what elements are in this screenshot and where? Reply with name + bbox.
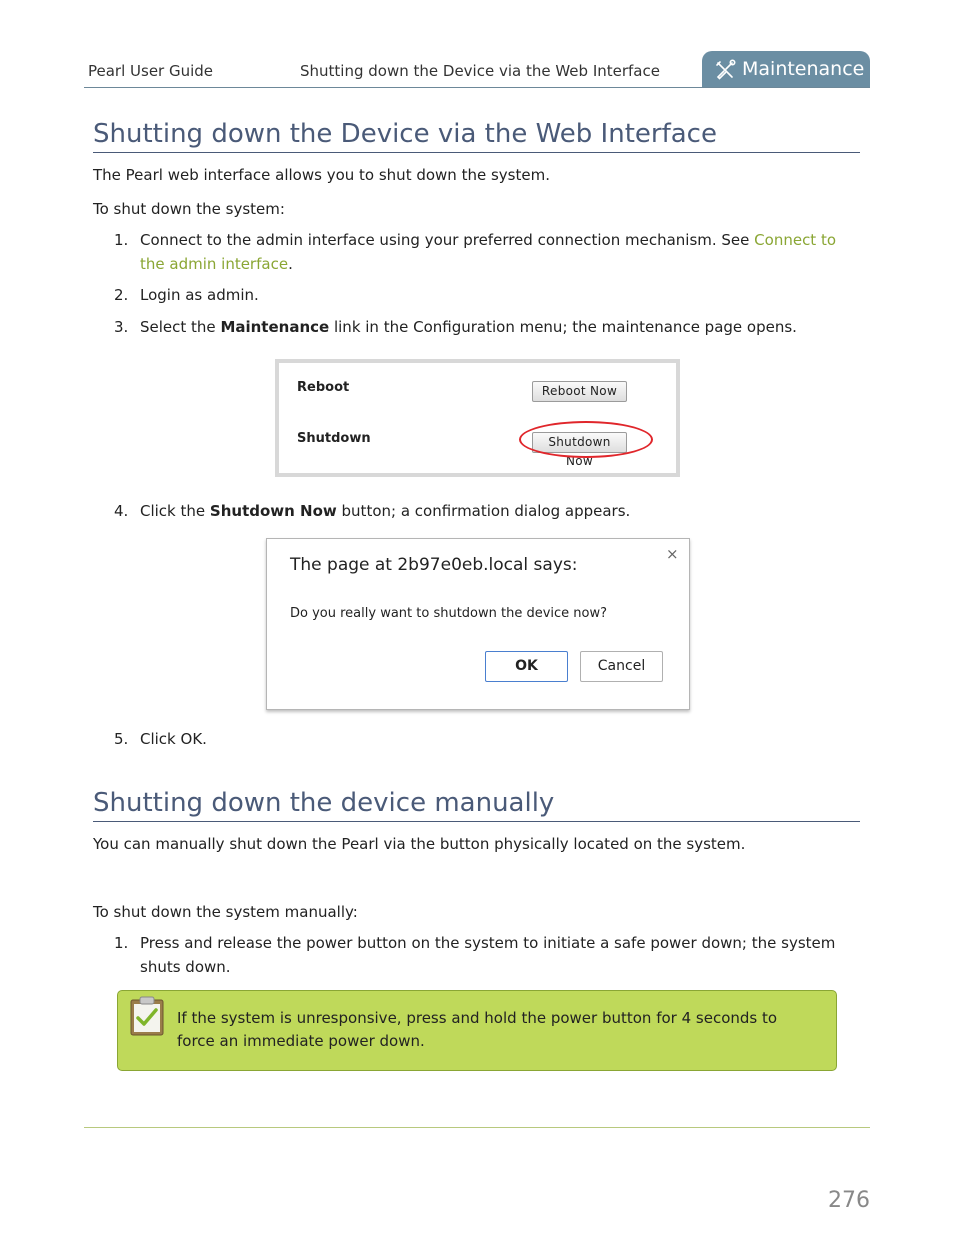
tools-icon xyxy=(714,59,736,81)
connect-admin-link[interactable]: Connect to the admin interface xyxy=(140,231,837,273)
section-heading-manual-shutdown: Shutting down the device manually xyxy=(93,788,555,818)
clipboard-check-icon xyxy=(129,995,165,1037)
maintenance-tab xyxy=(702,51,870,88)
step-4-post: button; a confirmation dialog appears. xyxy=(336,502,631,520)
dialog-title: The page at 2b97e0eb.local says: xyxy=(290,555,578,575)
page-number: 276 xyxy=(828,1188,870,1213)
step-number: 4. xyxy=(114,502,129,520)
section-rule xyxy=(93,152,860,153)
dialog-message: Do you really want to shutdown the device now? xyxy=(290,606,608,621)
step-1-text xyxy=(140,228,860,276)
manual-step-1-text: Press and release the power button on the system to initiate a safe power down; the system shuts down. xyxy=(140,934,836,976)
step-4-text xyxy=(140,499,860,523)
highlight-circle xyxy=(519,421,653,458)
step-5-text: Click OK. xyxy=(140,730,207,748)
step-1-pre: Connect to the admin interface using your preferred connection mechanism. See xyxy=(140,231,755,249)
step-3-bold: Maintenance xyxy=(220,318,330,336)
step-number: 1. xyxy=(114,231,129,249)
section-heading-web-shutdown: Shutting down the Device via the Web Interface xyxy=(93,119,717,149)
step-number: 2. xyxy=(114,286,129,304)
footer-rule xyxy=(84,1127,870,1128)
step-number: 3. xyxy=(114,318,129,336)
section2-lead: To shut down the system manually: xyxy=(93,903,358,921)
ok-button[interactable]: OK xyxy=(485,651,568,682)
section1-lead: To shut down the system: xyxy=(93,200,285,218)
guide-title: Pearl User Guide xyxy=(88,62,214,80)
reboot-now-button[interactable]: Reboot Now xyxy=(532,381,627,402)
maintenance-tab-label: Maintenance xyxy=(742,58,865,80)
shutdown-label: Shutdown xyxy=(297,431,371,446)
header-rule xyxy=(84,87,870,88)
step-3-post: link in the Configuration menu; the maintenance page opens. xyxy=(329,318,797,336)
confirmation-dialog-screenshot xyxy=(266,538,690,710)
close-icon[interactable]: × xyxy=(666,545,679,563)
tip-box xyxy=(117,990,837,1071)
step-1-post: . xyxy=(288,255,293,273)
step-number: 1. xyxy=(114,934,129,952)
step-3-text xyxy=(140,315,860,339)
shutdown-now-button[interactable]: Shutdown Now xyxy=(532,432,627,453)
step-3-pre: Select the xyxy=(140,318,221,336)
chapter-title: Shutting down the Device via the Web Interface xyxy=(300,62,660,80)
section1-intro: The Pearl web interface allows you to shut down the system. xyxy=(93,166,550,184)
step-4-bold: Shutdown Now xyxy=(209,502,337,520)
cancel-button[interactable]: Cancel xyxy=(580,651,663,682)
maintenance-screenshot xyxy=(275,359,680,477)
tip-text: If the system is unresponsive, press and hold the power button for 4 seconds to force an immediate power down. xyxy=(177,1009,778,1050)
section2-intro: You can manually shut down the Pearl via the button physically located on the system. xyxy=(93,835,746,853)
reboot-label: Reboot xyxy=(297,380,350,395)
step-number: 5. xyxy=(114,730,129,748)
step-4-pre: Click the xyxy=(140,502,210,520)
step-2-text: Login as admin. xyxy=(140,286,259,304)
section-rule xyxy=(93,821,860,822)
